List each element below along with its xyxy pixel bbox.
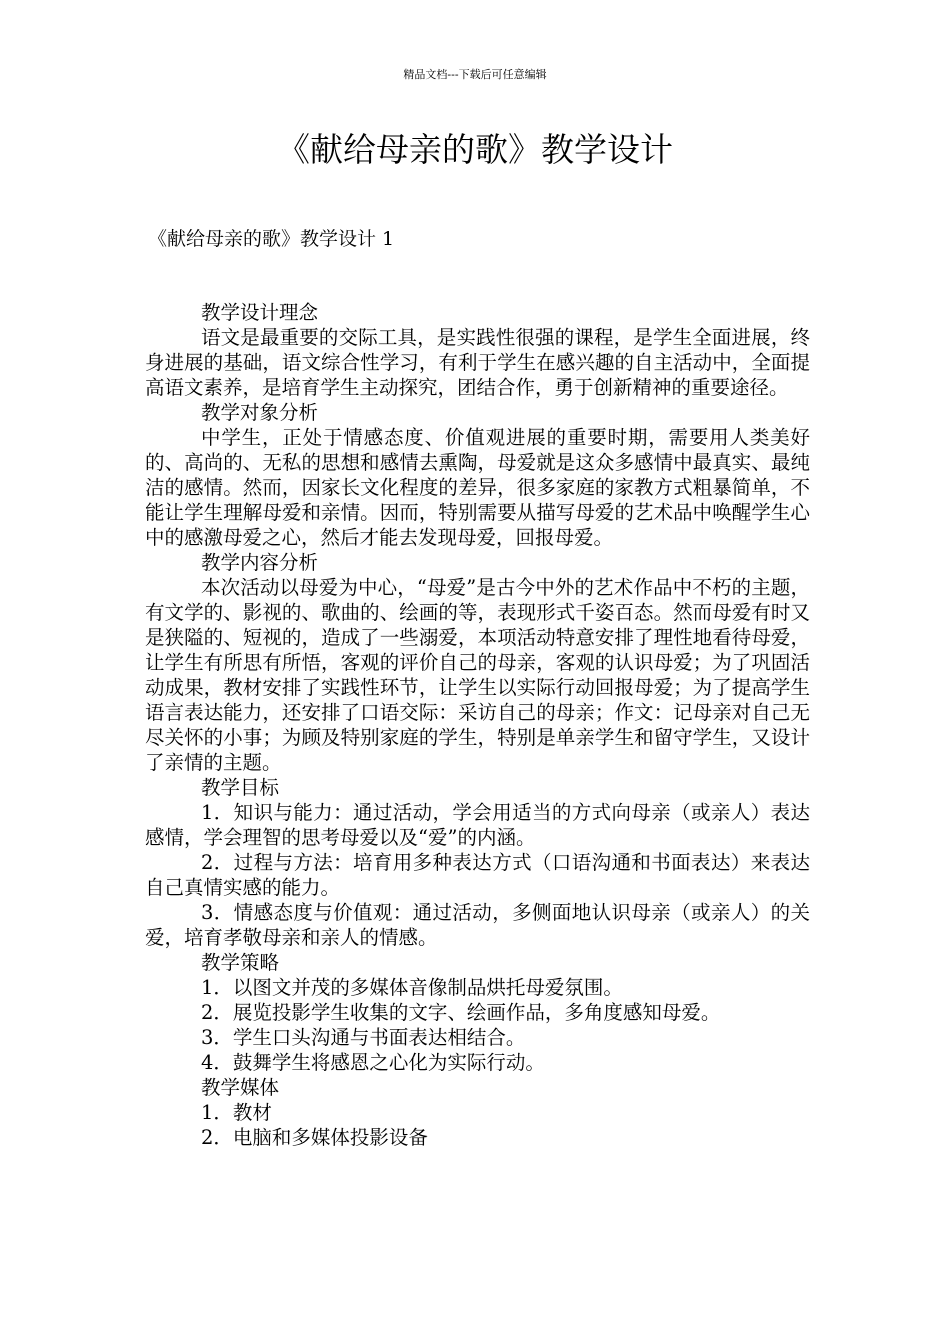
strategy-item: 3．学生口头沟通与书面表达相结合。 [201, 1026, 526, 1049]
media-item: 1．教材 [201, 1101, 272, 1124]
section-heading-target: 教学对象分析 [201, 401, 319, 424]
page-header: 精品文档---下载后可任意编辑 [403, 68, 547, 81]
document-title: 《献给母亲的歌》教学设计 [277, 130, 673, 169]
section-heading-content: 教学内容分析 [201, 551, 319, 574]
paragraph-concept: 语文是最重要的交际工具，是实践性很强的课程，是学生全面进展，终身进展的基础，语文综合性学习，有利于学生在感兴趣的自主活动中，全面提高语文素养，是培育学生主动探究，团结合作，勇于创新精神的重要途径。 [145, 326, 810, 399]
section-heading-goals: 教学目标 [201, 776, 280, 799]
strategy-item: 2．展览投影学生收集的文字、绘画作品，多角度感知母爱。 [201, 1001, 721, 1024]
strategy-item: 4．鼓舞学生将感恩之心化为实际行动。 [201, 1051, 545, 1074]
goal-item: 1．知识与能力：通过活动，学会用适当的方式向母亲（或亲人）表达感情，学会理智的思考母爱以及“爱”的内涵。 [145, 801, 810, 849]
paragraph-content: 本次活动以母爱为中心，“母爱”是古今中外的艺术作品中不朽的主题，有文学的、影视的、歌曲的、绘画的等，表现形式千姿百态。然而母爱有时又是狭隘的、短视的，造成了一些溺爱，本项活动特意安排了理性地看待母爱，让学生有所思有所悟，客观的评价自己的母亲，客观的认识母爱；为了巩固活动成果，教材安排了实践性环节，让学生以实际行动回报母爱；为了提高学生语言表达能力，还安排了口语交际：采访自己的母亲；作文：记母亲对自己无尽关怀的小事；为顾及特别家庭的学生，特别是单亲学生和留守学生，又设计了亲情的主题。 [145, 576, 810, 774]
document-body [145, 300, 810, 1150]
section-heading-media: 教学媒体 [201, 1076, 280, 1099]
goal-item: 2．过程与方法：培育用多种表达方式（口语沟通和书面表达）来表达自己真情实感的能力。 [145, 851, 810, 899]
goal-item: 3．情感态度与价值观：通过活动，多侧面地认识母亲（或亲人）的关爱，培育孝敬母亲和亲人的情感。 [145, 901, 810, 949]
section-heading-strategy: 教学策略 [201, 951, 280, 974]
media-item: 2．电脑和多媒体投影设备 [201, 1126, 428, 1149]
document-subtitle: 《献给母亲的歌》教学设计 1 [148, 228, 395, 250]
paragraph-target: 中学生，正处于情感态度、价值观进展的重要时期，需要用人类美好的、高尚的、无私的思想和感情去熏陶，母爱就是这众多感情中最真实、最纯洁的感情。然而，因家长文化程度的差异，很多家庭的家教方式粗暴简单，不能让学生理解母爱和亲情。因而，特别需要从描写母爱的艺术品中唤醒学生心中的感激母爱之心，然后才能去发现母爱，回报母爱。 [145, 426, 810, 549]
strategy-item: 1．以图文并茂的多媒体音像制品烘托母爱氛围。 [201, 976, 623, 999]
section-heading-concept: 教学设计理念 [201, 301, 319, 324]
